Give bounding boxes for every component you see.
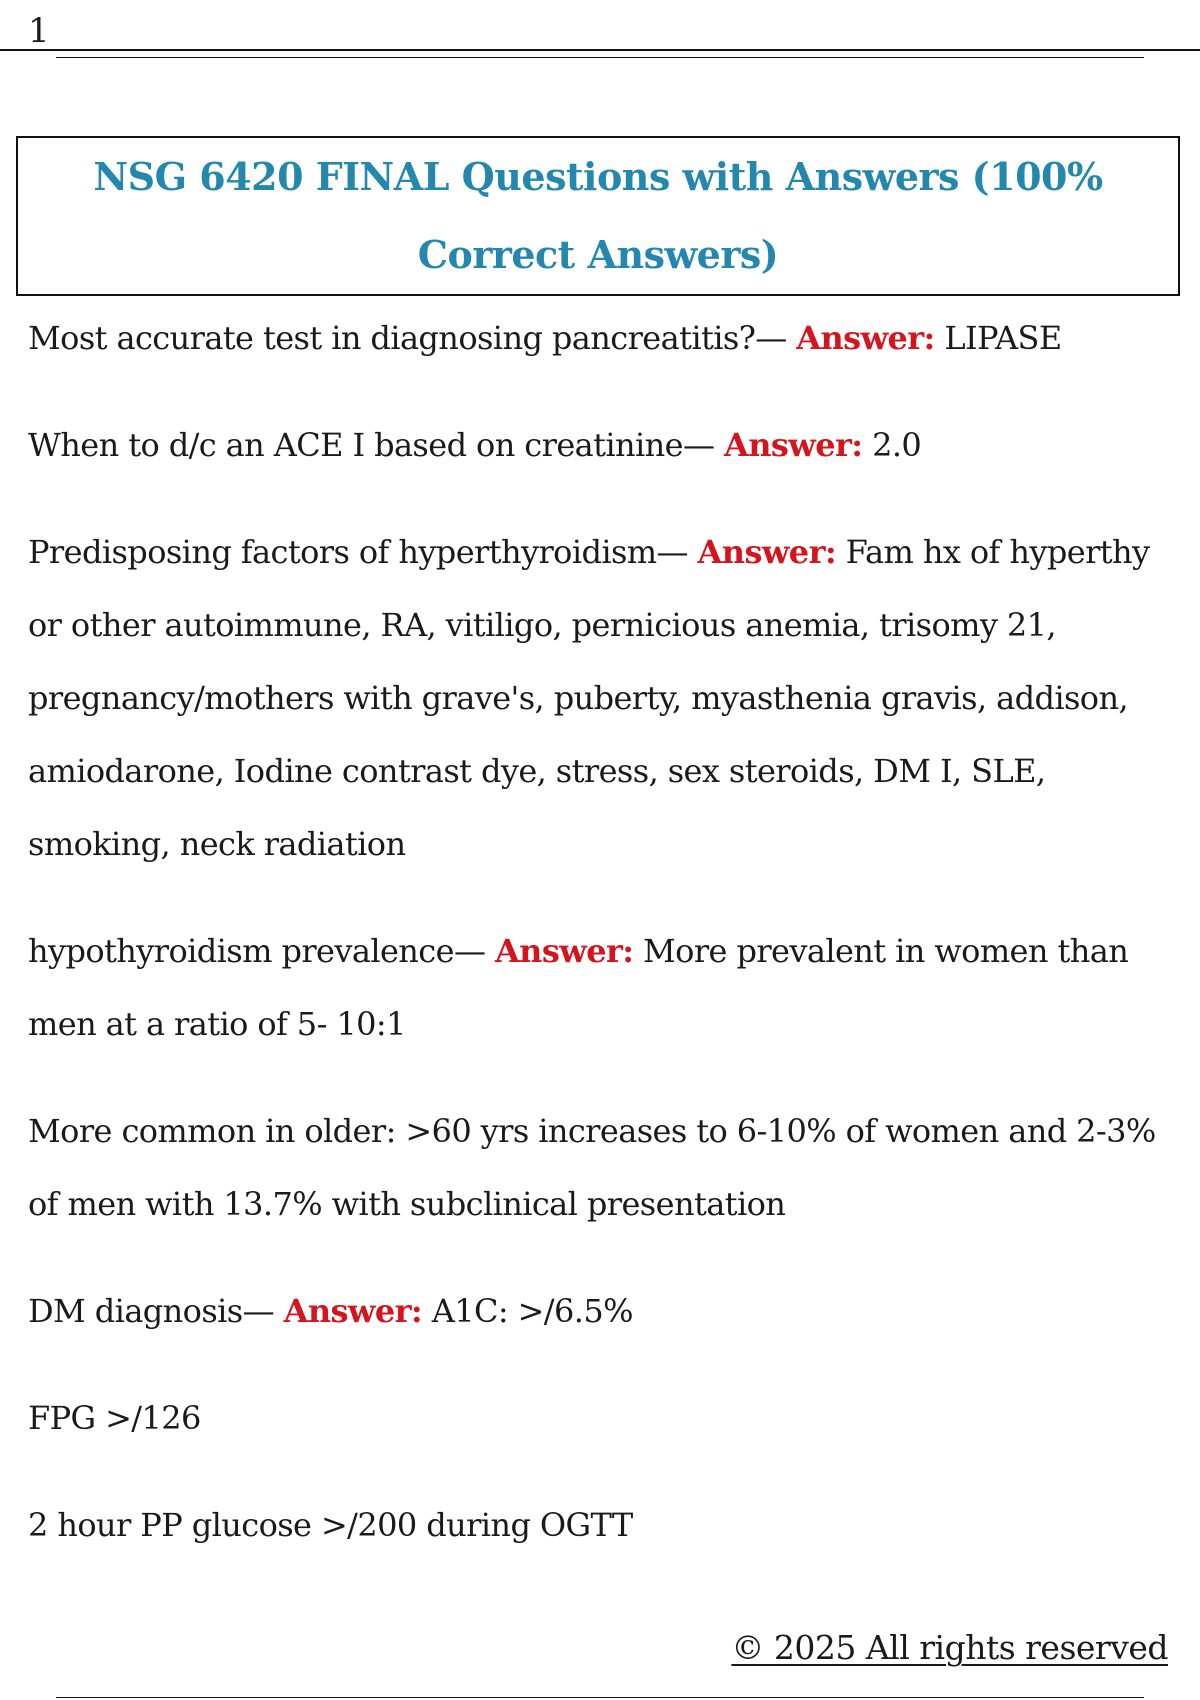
document-body (28, 302, 1178, 1596)
header-rule-secondary (56, 57, 1144, 58)
header-rule (0, 49, 1200, 51)
question-text: DM diagnosis— (28, 1292, 275, 1330)
page-number: 1 (28, 11, 50, 51)
answer-label: Answer: (796, 319, 935, 357)
document-title: NSG 6420 FINAL Questions with Answers (100% Correct Answers) (93, 154, 1103, 277)
qa-item-dm-diagnosis (28, 1275, 1178, 1348)
answer-text: A1C: >/6.5% (431, 1292, 633, 1330)
answer-text: LIPASE (944, 319, 1062, 357)
question-text: When to d/c an ACE I based on creatinine— (28, 426, 715, 464)
answer-text: Fam hx of hyperthy or other autoimmune, RA, vitiligo, pernicious anemia, trisomy 21, pregnancy/mothers with grave's, puberty, myasthenia gravis, addison, amiodarone, Iodine contrast dye, stress, sex steroids, DM I, SLE, smoking, neck radiation (28, 533, 1150, 863)
question-text: Predisposing factors of hyperthyroidism— (28, 533, 688, 571)
qa-item-hyperthyroidism (28, 516, 1178, 881)
hypothyroidism-age-paragraph: More common in older: >60 yrs increases to 6-10% of women and 2-3% of men with 13.7% with subclinical presentation (28, 1112, 1156, 1223)
answer-label: Answer: (724, 426, 863, 464)
answer-label: Answer: (697, 533, 837, 571)
qa-item-ace-inhibitor (28, 409, 1178, 482)
qa-item-pancreatitis (28, 302, 1178, 375)
question-text: hypothyroidism prevalence— (28, 932, 486, 970)
footer-rule (56, 1697, 1144, 1698)
question-text: Most accurate test in diagnosing pancreatitis?— (28, 319, 787, 357)
footer-copyright: © 2025 All rights reserved (731, 1628, 1168, 1667)
answer-text: 2.0 (872, 426, 922, 464)
answer-label: Answer: (494, 932, 634, 970)
answer-label: Answer: (283, 1292, 423, 1330)
answer-text: More prevalent in women than men at a ratio of 5- 10:1 (28, 932, 1129, 1043)
dm-ogtt-line: 2 hour PP glucose >/200 during OGTT (28, 1506, 633, 1544)
qa-item-hypothyroidism (28, 915, 1178, 1061)
dm-fpg-line: FPG >/126 (28, 1399, 201, 1437)
title-box (16, 136, 1180, 296)
